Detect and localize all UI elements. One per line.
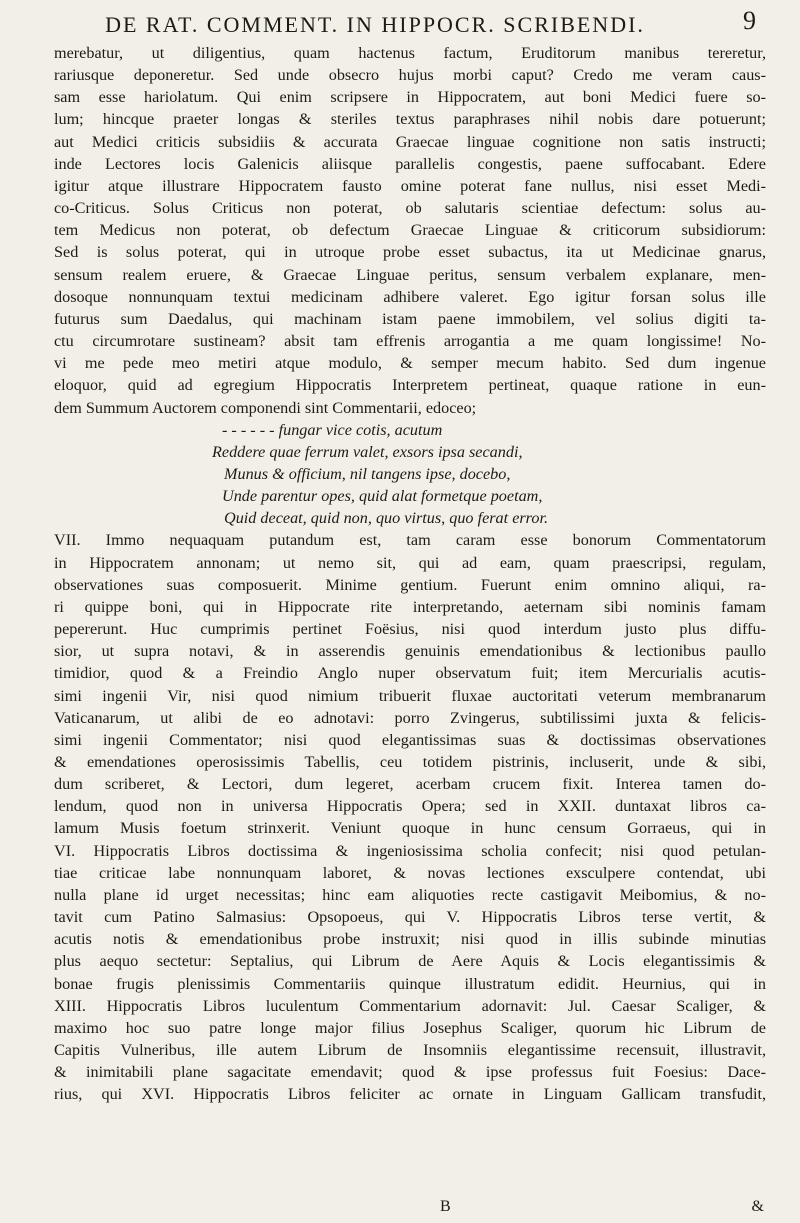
signature-mark: B	[440, 1198, 451, 1215]
text-line: plus aequo sectetur: Septalius, qui Librum de Aere Aquis & Locis elegantissimis &	[54, 952, 766, 971]
text-line: observationes suas composuerit. Minime gentium. Fuerunt enim omnino aliqui, ra-	[54, 575, 766, 594]
text-line: acutis notis & emendationibus probe instruxit; nisi quod in illis subinde minutias	[54, 930, 766, 949]
text-line: tem Medicus non poterat, ob defectum Graecae Linguae & criticorum subsidiorum:	[54, 221, 766, 240]
verse-line: Munus & officium, nil tangens ipse, docebo,	[224, 464, 511, 483]
verse-line: - - - - - - fungar vice cotis, acutum	[222, 420, 443, 439]
paragraph-2	[54, 529, 766, 1105]
text-line: vi me pede meo metiri atque modulo, & semper mecum habito. Sed dum ingenue	[54, 354, 766, 373]
verse-line: Quid deceat, quid non, quo virtus, quo ferat error.	[224, 509, 549, 528]
text-line: ri quippe boni, qui in Hippocrate rite interpretando, aeternam sibi nominis famam	[54, 597, 766, 616]
page-number: 9	[743, 6, 758, 35]
verse-line: Unde parentur opes, quid alat formetque poetam,	[222, 487, 543, 506]
text-line: dosoque nonnunquam textui medicinam adhibere valeret. Ego igitur forsan solus ille	[54, 287, 766, 306]
text-line: lendum, quod non in universa Hippocratis Opera; sed in XXII. duntaxat libros ca-	[54, 797, 766, 816]
text-line: timidior, quod & a Freindio Anglo nuper observatum fuit; item Mercurialis acutis-	[54, 664, 766, 683]
running-title: DE RAT. COMMENT. IN HIPPOCR. SCRIBENDI.	[105, 12, 645, 37]
page-footer	[0, 1198, 800, 1222]
text-line: eloquor, quid ad egregium Hippocratis Interpretem pertineat, quaque ratione in eun-	[54, 376, 766, 395]
text-line: nulla plane id urget necessitas; hinc eam aliquoties recte castigavit Meibomius, & no-	[54, 885, 766, 904]
text-line: VII. Immo nequaquam putandum est, tam caram esse bonorum Commentatorum	[54, 531, 766, 550]
text-line: aut Medici criticis subsidiis & accurata Graecae linguae cognitione non satis instructi;	[54, 132, 766, 151]
text-line: Sed is solus poterat, qui in utroque probe esset subactus, ita ut Medicinae gnarus,	[54, 243, 766, 262]
text-line: in Hippocratem annonam; ut nemo sit, qui ad eam, quam praescripsi, regulam,	[54, 553, 766, 572]
text-line: dum scriberet, & Lectori, dum legeret, acerbam crucem fixit. Interea tamen do-	[54, 775, 766, 794]
text-line: VI. Hippocratis Libros doctissima & ingeniosissima scholia confecit; nisi quod petulan-	[54, 841, 766, 860]
text-line: tavit cum Patino Salmasius: Opsopoeus, qui V. Hippocratis Libros terse vertit, &	[54, 908, 766, 927]
text-line: futurus sum Daedalus, qui machinam istam paene immobilem, vel solius digiti ta-	[54, 309, 766, 328]
text-line: sam esse hariolatum. Qui enim scripsere in Hippocratem, aut boni Medici fuere so-	[54, 88, 766, 107]
body-text	[54, 42, 766, 1106]
text-line: co-Criticus. Solus Criticus non poterat, ob salutaris scientiae defectum: solus au-	[54, 199, 766, 218]
verse-line: Reddere quae ferrum valet, exsors ipsa secandi,	[212, 442, 523, 461]
text-line: inde Lectores locis Galenicis aliisque parallelis congestis, paene suffocabant. Edere	[54, 154, 766, 173]
text-line: bonae frugis plenissimis Commentariis quinque illustratum edidit. Heurnius, qui in	[54, 974, 766, 993]
text-line: & emendationes operosissimis Tabellis, ceu totidem pistrinis, incluserit, unde & sibi,	[54, 753, 766, 771]
text-line: pepererunt. Huc cumprimis pertinet Foësius, nisi quod interdum justo plus diffu-	[54, 620, 766, 639]
text-line: sior, ut supra notavi, & in asserendis genuinis emendationibus & lectionibus paullo	[54, 642, 766, 661]
text-line: rariusque deponeretur. Sed unde obsecro hujus morbi caput? Credo me veram caus-	[54, 66, 766, 85]
text-line: Capitis Vulneribus, ille autem Librum de Insomniis elegantissime recensuit, illustravit,	[54, 1041, 766, 1060]
text-line: simi ingenii Vir, nisi quod nimium tribuerit fluxae auctoritati veterum membranarum	[54, 686, 766, 705]
text-line: maximo hoc suo patre longe major filius Josephus Scaliger, quorum hic Librum de	[54, 1018, 766, 1037]
text-line: dem Summum Auctorem componendi sint Commentarii, edoceo;	[54, 398, 477, 417]
text-line: simi ingenii Commentator; nisi quod elegantissimas suas & doctissimas observationes	[54, 730, 766, 749]
text-line: igitur atque illustrare Hippocratem fausto omine poterat fane nullus, nisi esset Medi-	[54, 176, 766, 195]
verse-quotation	[54, 419, 766, 530]
paragraph-1	[54, 42, 766, 419]
catchword: &	[751, 1198, 764, 1215]
text-line: Vaticanarum, ut alibi de eo adnotavi: porro Zvingerus, subtilissimi juxta & felicis-	[54, 708, 766, 727]
text-line: lamum Musis foetum strinxerit. Veniunt quoque in hunc censum Gorraeus, qui in	[54, 819, 766, 838]
text-line: sensum realem eruere, & Graecae Linguae peritus, sensum verbalem explanare, men-	[54, 265, 766, 284]
text-line: rius, qui XVI. Hippocratis Libros feliciter ac ornate in Linguam Gallicam transfudit,	[54, 1085, 766, 1104]
text-line: tiae criticae labe nonnunquam laboret, & novas lectiones exsculpere contendat, ubi	[54, 863, 766, 882]
text-line: XIII. Hippocratis Libros luculentum Commentarium adornavit: Jul. Caesar Scaliger, &	[54, 996, 766, 1015]
running-header	[54, 6, 766, 42]
text-line: ctu circumrotare sustineam? absit tam effrenis arrogantia a me quam longissime! No-	[54, 332, 766, 351]
text-line: merebatur, ut diligentius, quam hactenus factum, Eruditorum manibus tereretur,	[54, 44, 766, 62]
text-line: & inimitabili plane sagacitate emendavit; quod & ipse professus fuit Foesius: Dace-	[54, 1063, 766, 1082]
text-line: lum; hincque praeter longas & steriles textus paraphrases nihil nobis dare potuerunt;	[54, 110, 766, 129]
